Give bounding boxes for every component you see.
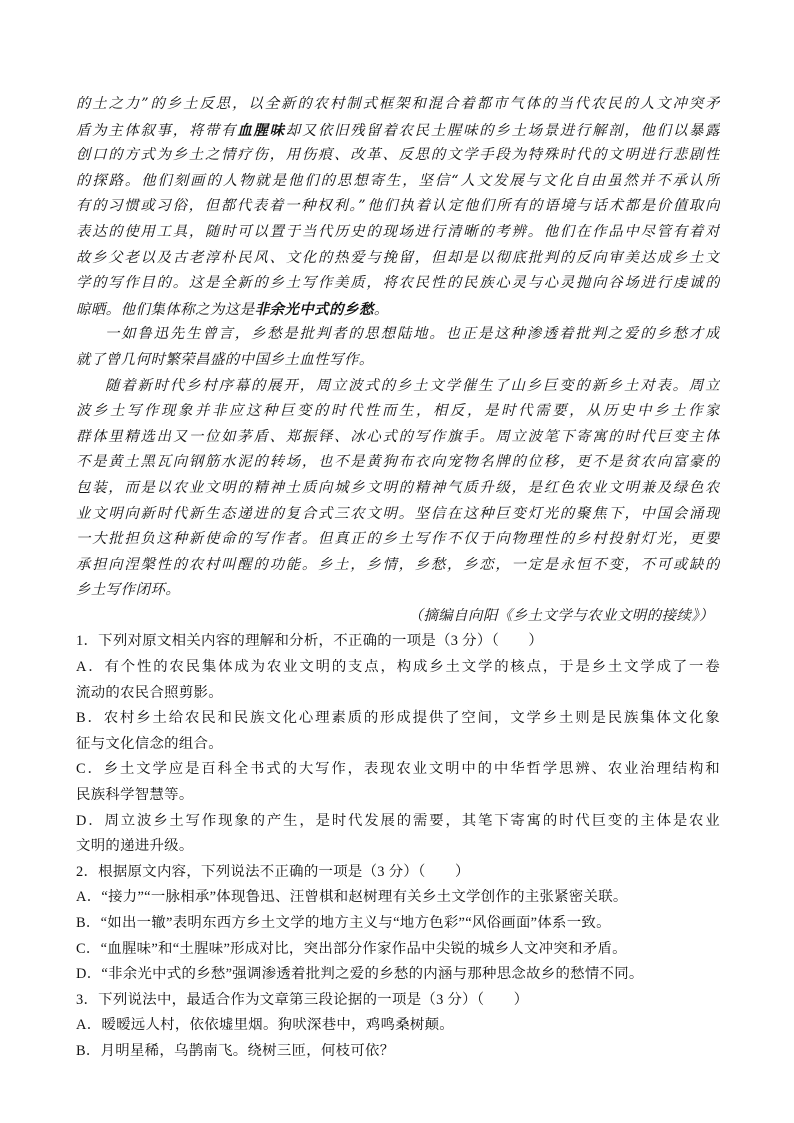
document-page — [76, 92, 720, 1065]
question-1 — [76, 629, 720, 859]
text-line: 不是黄土黑瓦向钢筋水泥的转场，也不是黄狗布衣向宠物名牌的位移，更不是贫农向富豪的 — [76, 454, 720, 471]
text-line: 晾晒。他们集体称之为这是非余光中式的乡愁。 — [76, 300, 389, 318]
emphasis-text: 非余光中式的乡愁 — [254, 300, 374, 318]
option-a[interactable]: A．“接力”“一脉相承”体现鲁迅、汪曾棋和赵树理有关乡土文学创作的主张紧密关联。 — [76, 889, 628, 906]
text-line: 有的习惯或习俗，但都代表着一种权利。”他们执着认定他们所有的语境与话术都是价值取向 — [76, 198, 720, 215]
text-line: 波乡土写作现象并非应这种巨变的时代性而生，相反，是时代需要，从历史中乡土作家 — [76, 403, 720, 420]
text-line: 故乡父老以及古老淳朴民风、文化的热爱与挽留，但却是以彻底批判的反向审美达成乡土文 — [76, 249, 720, 266]
option-b[interactable]: B．月明星稀，乌鹊南飞。绕树三匝，何枝可依？ — [76, 1042, 395, 1059]
text-line: 的探路。他们刻画的人物就是他们的思想寄生，坚信“人文发展与文化自由虽然并不承认所 — [76, 172, 720, 189]
emphasis-text: 血腥味 — [237, 121, 286, 139]
passage-paragraph-1 — [76, 92, 720, 322]
text-line: 一如鲁迅先生曾言，乡愁是批判者的思想陆地。也正是这种渗透着批判之爱的乡愁才成 — [105, 326, 720, 343]
text-line: 就了曾几何时繁荣昌盛的中国乡土血性写作。 — [76, 351, 374, 368]
option-b[interactable]: B．“如出一辙”表明东西方乡土文学的地方主义与“地方色彩”“风俗画面”体系一致。 — [76, 915, 611, 931]
text-line: 的土之力”的乡土反思，以全新的农村制式框架和混合着都市气体的当代农民的人文冲突矛 — [76, 96, 720, 112]
question-3 — [76, 988, 720, 1065]
text-line: 群体里精选出又一位如茅盾、郑振铎、冰心式的写作旗手。周立波笔下寄寓的时代巨变主体 — [76, 428, 720, 445]
question-stem: 3．下列说法中，最适合作为文章第三段论据的一项是（3 分）（ ） — [76, 991, 529, 1008]
text-line: 学的写作目的。这是全新的乡土写作美质，将农民性的民族心灵与心灵抛向谷场进行虔诚的 — [76, 275, 720, 292]
option-a[interactable]: A．有个性的农民集体成为农业文明的支点，构成乡土文学的核点，于是乡土文学成了一卷 流动的农民合照剪影。 — [76, 659, 720, 701]
passage-paragraph-3 — [76, 374, 720, 604]
option-d[interactable]: D．周立波乡土写作现象的产生，是时代发展的需要，其笔下寄寓的时代巨变的主体是农业 文明的递进升级。 — [76, 812, 720, 855]
text-line: 随着新时代乡村序幕的展开，周立波式的乡土文学催生了山乡巨变的新乡土对表。周立 — [105, 377, 720, 394]
text-line: 表达的使用工具，随时可以置于当代历史的现场进行清晰的考辨。他们在作品中尽管有着对 — [76, 223, 720, 240]
text-line: 创口的方式为乡土之情疗伤，用伤痕、改革、反思的文学手段为特殊时代的文明进行悲剧性 — [76, 147, 720, 164]
option-a[interactable]: A．暧暧远人村，依依墟里烟。狗吠深巷中，鸡鸣桑树颠。 — [76, 1017, 454, 1034]
option-c[interactable]: C．乡土文学应是百科全书式的大写作，表现农业文明中的中华哲学思辨、农业治理结构和 民族科学智慧等。 — [76, 761, 720, 804]
option-b[interactable]: B．农村乡土给农民和民族文化心理素质的形成提供了空间，文学乡土则是民族集体文化象 征与文化信念的组合。 — [76, 710, 720, 752]
option-c[interactable]: C．“血腥味”和“土腥味”形成对比，突出部分作家作品中尖锐的城乡人文冲突和矛盾。 — [76, 940, 627, 957]
text-line: 业文明向新时代新生态递进的复合式三农文明。坚信在这种巨变灯光的聚焦下，中国会涌现 — [76, 505, 720, 522]
text-line: 盾为主体叙事，将带有血腥味却又依旧残留着农民土腥味的乡土场景进行解剖，他们以暴露 — [76, 121, 720, 139]
question-stem: 1．下列对原文相关内容的理解和分析，不正确的一项是（3 分）（ ） — [76, 633, 544, 650]
question-2 — [76, 860, 720, 988]
text-line: 一大批担负这种新使命的写作者。但真正的乡土写作不仅于向物理性的乡村投射灯光，更要 — [76, 531, 720, 548]
option-d[interactable]: D．“非余光中式的乡愁”强调渗透着批判之爱的乡愁的内涵与那种思念故乡的愁情不同。 — [76, 966, 644, 983]
text-line: 乡土写作闭环。 — [76, 582, 181, 599]
text-line: 包装，而是以农业文明的精神土质向城乡文明的精神气质升级，是红色农业文明兼及绿色农 — [76, 479, 720, 496]
text-line: 承担向涅槃性的农村叫醒的功能。乡土，乡情，乡愁，乡恋，一定是永恒不变，不可或缺的 — [76, 556, 720, 573]
source-citation: （摘编自向阳《乡土文学与农业文明的接续》） — [408, 607, 714, 624]
question-stem: 2．根据原文内容，下列说法不正确的一项是（3 分）（ ） — [76, 863, 470, 880]
passage-paragraph-2 — [76, 322, 720, 373]
